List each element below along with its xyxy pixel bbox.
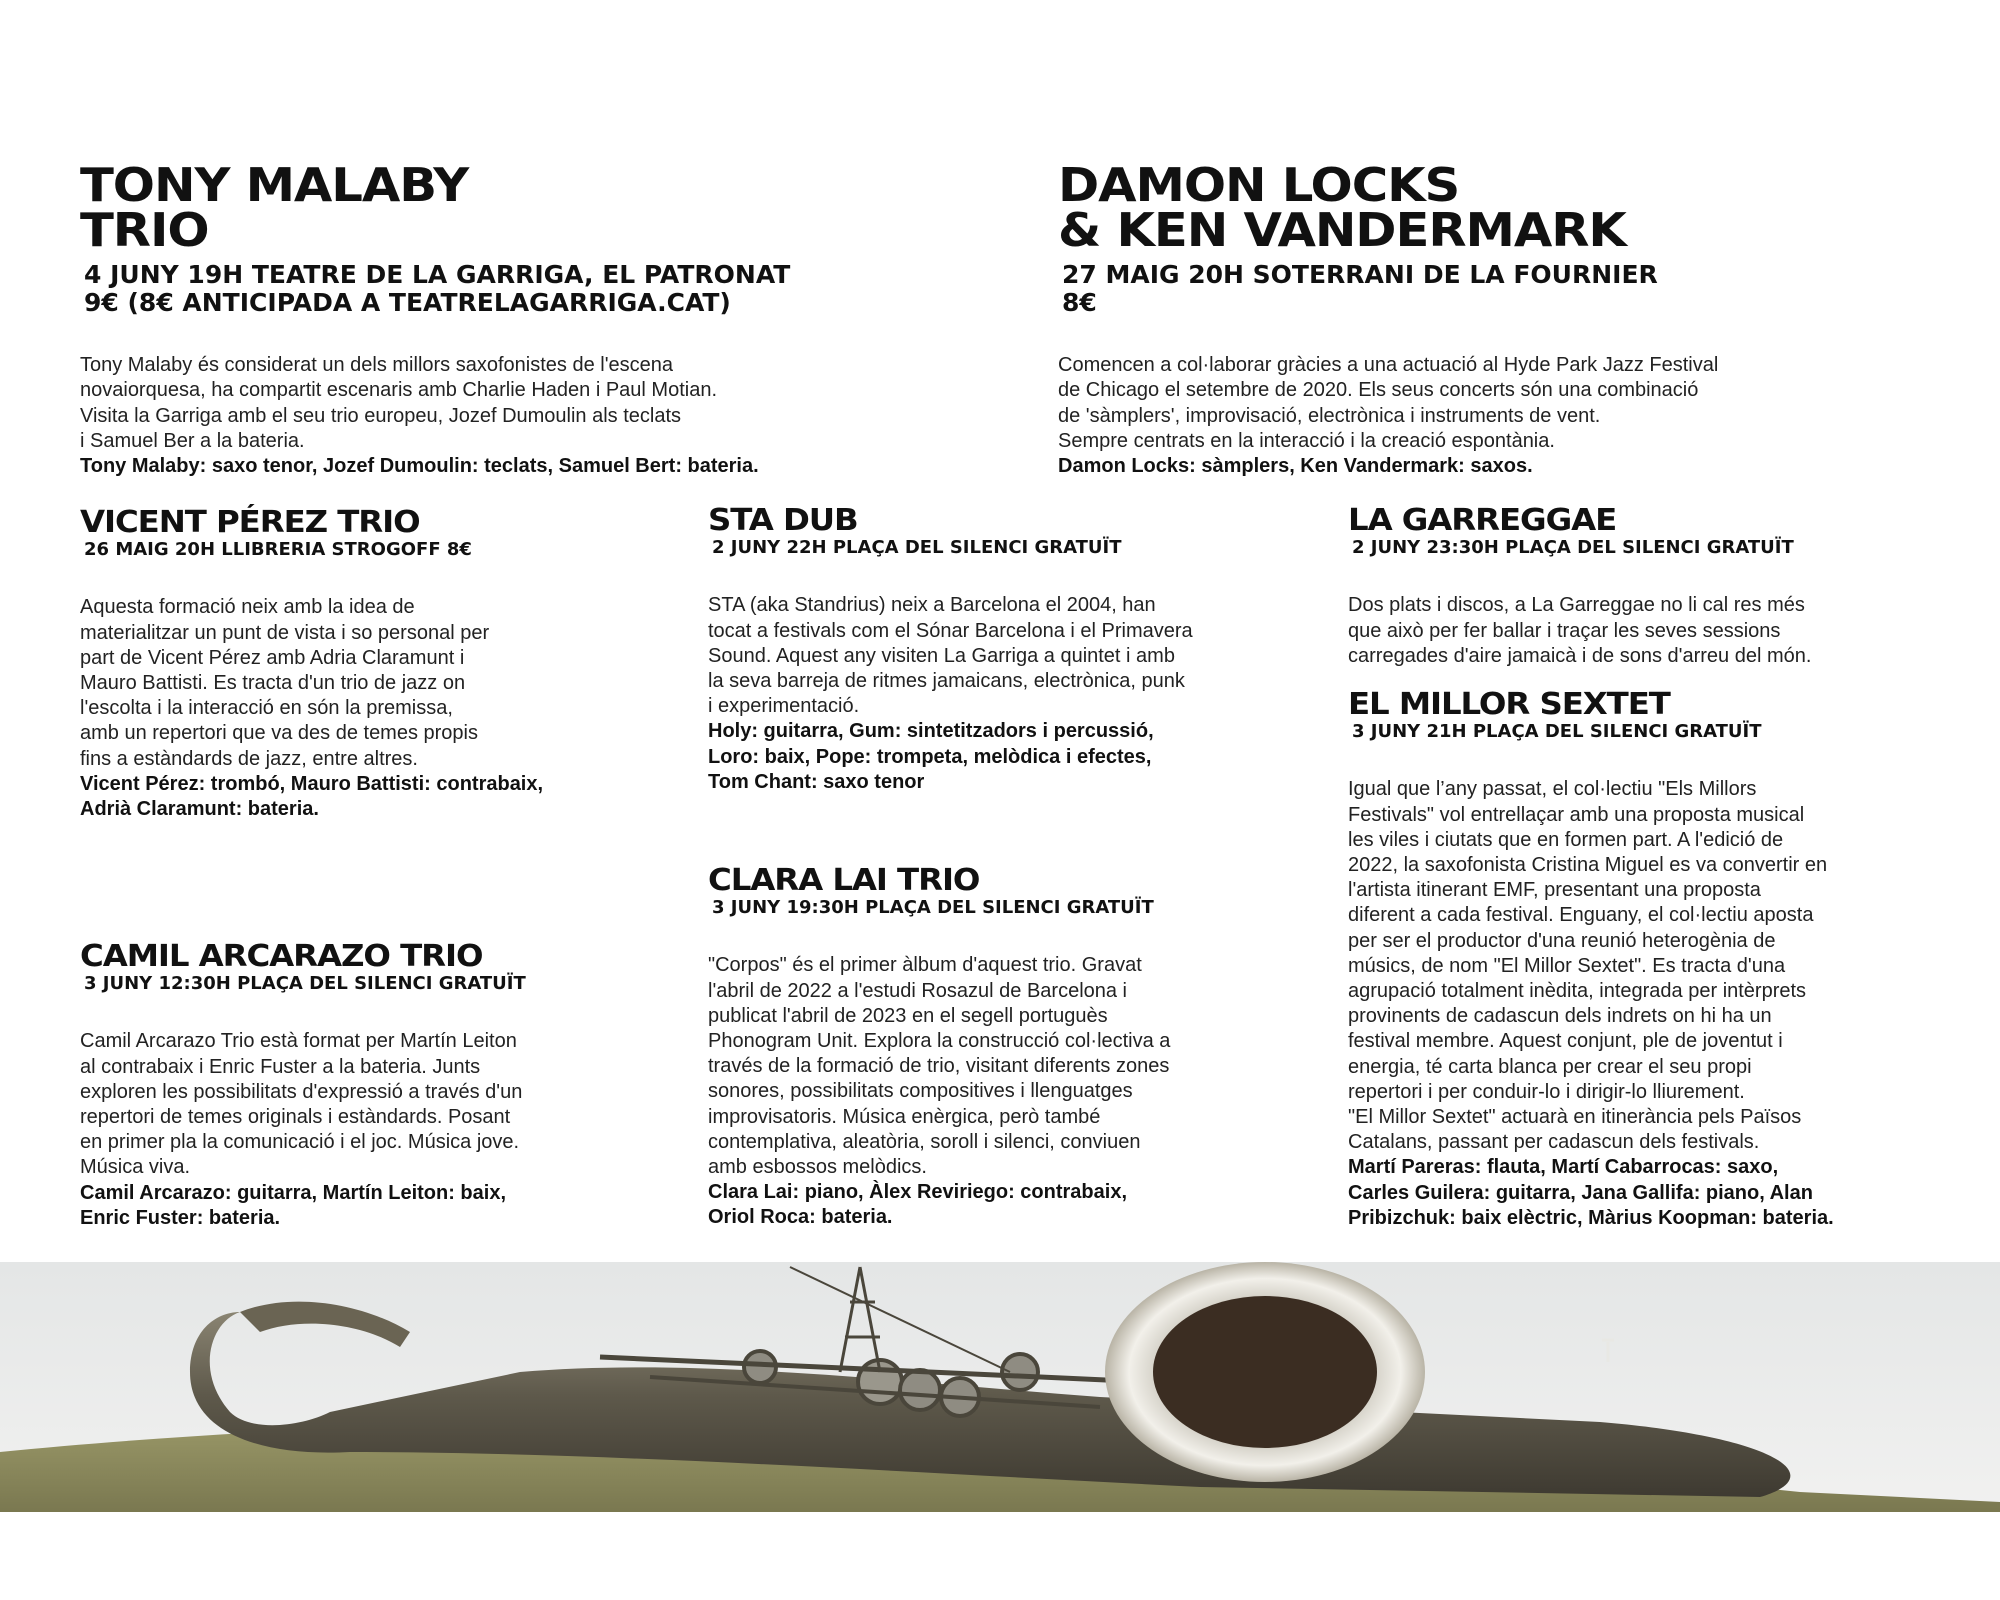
desc-line: través de la formació de trio, visitant diferents zones [708, 1055, 1170, 1078]
credit-line: Camil Arcarazo: guitarra, Martín Leiton: baix, [80, 1181, 507, 1204]
desc-line: repertori i per conduir-lo i dirigir-lo lliurement. [1348, 1080, 1745, 1103]
desc-line: 2022, la saxofonista Cristina Miguel es va convertir en [1348, 854, 1828, 876]
credit-line: Clara Lai: piano, Àlex Reviriego: contrabaix, [708, 1181, 1128, 1204]
title-line: EL MILLOR SEXTET [1348, 687, 1670, 722]
event-description [708, 593, 1308, 719]
meta-line: 9€ (8€ ANTICIPADA A TEATRELAGARRIGA.CAT) [84, 288, 731, 318]
desc-line: Catalans, passant per cadascun dels festivals. [1348, 1131, 1760, 1154]
event-la-garreggae [1348, 503, 1968, 669]
title-line: LA GARREGGAE [1348, 503, 1617, 538]
desc-line: energia, té carta blanca per crear el seu propi [1348, 1055, 1752, 1078]
desc-line: Igual que l’any passat, el col·lectiu "Els Millors [1348, 778, 1757, 801]
event-vicent-perez-trio [80, 505, 680, 822]
desc-line: i Samuel Ber a la bateria. [80, 429, 305, 452]
desc-line: "El Millor Sextet" actuarà en itinerància pels Països [1348, 1106, 1802, 1129]
event-title [1348, 687, 2000, 722]
title-line: CAMIL ARCARAZO TRIO [80, 939, 483, 974]
desc-line: STA (aka Standrius) neix a Barcelona el 2004, han [708, 594, 1156, 617]
credit-line: Carles Guilera: guitarra, Jana Gallifa: piano, Alan [1348, 1181, 1813, 1204]
desc-line: exploren les possibilitats d'expressió a través d'un [80, 1080, 523, 1103]
credit-line: Martí Pareras: flauta, Martí Cabarrocas: saxo, [1348, 1156, 1779, 1179]
desc-line: les viles i ciutats que en formen part. A l'edició de [1348, 828, 1784, 851]
event-title [80, 505, 728, 540]
desc-line: improvisatoris. Música enèrgica, però també [708, 1105, 1101, 1128]
desc-line: l'escolta i la interacció en són la premissa, [80, 697, 453, 720]
desc-line: Música viva. [80, 1156, 191, 1179]
event-credits [80, 772, 680, 822]
desc-line: Sempre centrats en la interacció i la creació espontània. [1058, 429, 1555, 452]
desc-line: novaiorquesa, ha compartit escenaris amb Charlie Haden i Paul Motian. [80, 379, 718, 402]
event-credits [1058, 454, 1958, 479]
credit-line: Adrià Claramunt: bateria. [80, 798, 319, 821]
desc-line: la seva barreja de ritmes jamaicans, electrònica, punk [708, 670, 1185, 692]
event-date-venue [708, 897, 1308, 919]
desc-line: de 'sàmplers', improvisació, electrònica i instruments de vent. [1058, 404, 1601, 427]
desc-line: materialitzar un punt de vista i so personal per [80, 621, 490, 644]
event-description [80, 595, 680, 771]
desc-line: Tony Malaby és considerat un dels millors saxofonistes de l'escena [80, 354, 674, 377]
event-title [80, 939, 728, 974]
meta-line: 2 JUNY 23:30H PLAÇA DEL SILENCI GRATUÏT [1352, 537, 1794, 559]
desc-line: festival membre. Aquest conjunt, ple de joventut i [1348, 1030, 1783, 1053]
desc-line: Comencen a col·laborar gràcies a una actuació al Hyde Park Jazz Festival [1058, 354, 1719, 377]
event-description [708, 953, 1308, 1180]
credit-line: Tom Chant: saxo tenor [708, 770, 925, 793]
event-credits [708, 1180, 1308, 1230]
credit-line: Loro: baix, Pope: trompeta, melòdica i efectes, [708, 745, 1152, 768]
desc-line: "Corpos" és el primer àlbum d'aquest trio. Gravat [708, 954, 1142, 977]
desc-line: que això per fer ballar i traçar les seves sessions [1348, 619, 1781, 642]
desc-line: part de Vicent Pérez amb Adria Claramunt i [80, 646, 465, 669]
desc-line: l'abril de 2022 a l'estudi Rosazul de Barcelona i [708, 979, 1128, 1002]
event-date-venue [708, 537, 1308, 559]
event-tony-malaby-trio [80, 158, 980, 479]
desc-line: al contrabaix i Enric Fuster a la bateria. Junts [80, 1055, 481, 1078]
desc-line: amb un repertori que va des de temes propis [80, 722, 478, 745]
event-el-millor-sextet [1348, 687, 1968, 1231]
event-description [80, 353, 980, 454]
desc-line: de Chicago el setembre de 2020. Els seus concerts són una combinació [1058, 379, 1699, 402]
desc-line: Festivals" vol entrellaçar amb una proposta musical [1348, 803, 1805, 826]
desc-line: i experimentació. [708, 695, 860, 718]
credit-line: Oriol Roca: bateria. [708, 1206, 893, 1229]
desc-line: en primer pla la comunicació i el joc. Música jove. [80, 1131, 520, 1154]
meta-line: 8€ [1062, 288, 1097, 318]
desc-line: l'artista itinerant EMF, presentant una proposta [1348, 879, 1761, 902]
desc-line: diferent a cada festival. Enguany, el col·lectiu aposta [1348, 904, 1814, 927]
desc-line: carregades d'aire jamaicà i de sons d'arreu del món. [1348, 644, 1812, 667]
credit-line: Enric Fuster: bateria. [80, 1206, 281, 1229]
credit-line: Pribizchuk: baix elèctric, Màrius Koopman: bateria. [1348, 1206, 1834, 1229]
desc-line: tocat a festivals com el Sónar Barcelona i el Primavera [708, 619, 1193, 642]
desc-line: repertori de temes originals i estàndards. Posant [80, 1106, 511, 1128]
event-description [80, 1029, 680, 1180]
event-date-venue [80, 973, 680, 995]
event-camil-arcarazo-trio [80, 939, 680, 1231]
event-date-venue [1348, 537, 1968, 559]
meta-line: 27 MAIG 20H SOTERRANI DE LA FOURNIER [1062, 260, 1658, 290]
desc-line: Dos plats i discos, a La Garreggae no li cal res més [1348, 594, 1805, 617]
credit-line: Tony Malaby: saxo tenor, Jozef Dumoulin: teclats, Samuel Bert: bateria. [80, 454, 759, 477]
desc-line: publicat l'abril de 2023 en el segell portuguès [708, 1004, 1108, 1027]
event-credits [80, 1181, 680, 1231]
desc-line: per ser el productor d'una reunió heterogènia de [1348, 929, 1776, 952]
meta-line: 4 JUNY 19H TEATRE DE LA GARRIGA, EL PATRONAT [84, 260, 791, 290]
title-line: STA DUB [708, 503, 858, 538]
desc-line: Visita la Garriga amb el seu trio europeu, Jozef Dumoulin als teclats [80, 404, 682, 427]
event-description [1058, 353, 1958, 454]
event-date-venue [1058, 261, 1958, 317]
event-date-venue [80, 261, 980, 317]
event-date-venue [1348, 721, 1968, 743]
meta-line: 3 JUNY 21H PLAÇA DEL SILENCI GRATUÏT [1352, 721, 1762, 743]
saxophone-hill-illustration [0, 1262, 2000, 1512]
desc-line: contemplativa, aleatòria, soroll i silenci, conviuen [708, 1130, 1141, 1153]
title-line: & KEN VANDERMARK [1058, 203, 1626, 258]
desc-line: Camil Arcarazo Trio està format per Martín Leiton [80, 1030, 517, 1053]
meta-line: 3 JUNY 12:30H PLAÇA DEL SILENCI GRATUÏT [84, 973, 526, 995]
event-date-venue [80, 539, 680, 561]
title-line: CLARA LAI TRIO [708, 863, 980, 898]
event-title [1348, 503, 2000, 538]
desc-line: agrupació totalment inèdita, integrada per intèrprets [1348, 980, 1807, 1003]
meta-line: 26 MAIG 20H LLIBRERIA STROGOFF 8€ [84, 539, 472, 561]
desc-line: Mauro Battisti. Es tracta d'un trio de jazz on [80, 672, 466, 694]
event-description [1348, 593, 1968, 669]
event-damon-locks-ken-vandermark [1058, 158, 1958, 479]
desc-line: fins a estàndards de jazz, entre altres. [80, 747, 418, 770]
event-credits [1348, 1155, 1968, 1231]
title-line: TRIO [80, 203, 209, 258]
title-line: TONY MALABY [80, 158, 469, 212]
title-line: DAMON LOCKS [1058, 158, 1460, 212]
event-title [1058, 158, 2000, 258]
desc-line: sonores, possibilitats compositives i llenguatges [708, 1080, 1133, 1103]
saxophone-illustration [0, 1262, 2000, 1512]
event-credits [708, 719, 1308, 795]
desc-line: Sound. Aquest any visiten La Garriga a quintet i amb [708, 644, 1175, 667]
event-title [708, 863, 1356, 898]
event-title [80, 158, 1052, 258]
event-clara-lai-trio [708, 863, 1308, 1231]
meta-line: 3 JUNY 19:30H PLAÇA DEL SILENCI GRATUÏT [712, 897, 1154, 919]
desc-line: Phonogram Unit. Explora la construcció col·lectiva a [708, 1030, 1171, 1052]
event-description [1348, 777, 1968, 1155]
credit-line: Holy: guitarra, Gum: sintetitzadors i percussió, [708, 720, 1154, 743]
desc-line: Aquesta formació neix amb la idea de [80, 596, 415, 619]
desc-line: amb esbossos melòdics. [708, 1156, 927, 1179]
event-credits [80, 454, 980, 479]
meta-line: 2 JUNY 22H PLAÇA DEL SILENCI GRATUÏT [712, 537, 1122, 559]
title-line: VICENT PÉREZ TRIO [80, 505, 420, 540]
credit-line: Damon Locks: sàmplers, Ken Vandermark: saxos. [1058, 454, 1533, 477]
desc-line: músics, de nom "El Millor Sextet". Es tracta d'una [1348, 954, 1786, 977]
desc-line: provinents de cadascun dels indrets on hi ha un [1348, 1005, 1772, 1028]
credit-line: Vicent Pérez: trombó, Mauro Battisti: contrabaix, [80, 772, 544, 795]
event-sta-dub [708, 503, 1308, 795]
event-title [708, 503, 1356, 538]
